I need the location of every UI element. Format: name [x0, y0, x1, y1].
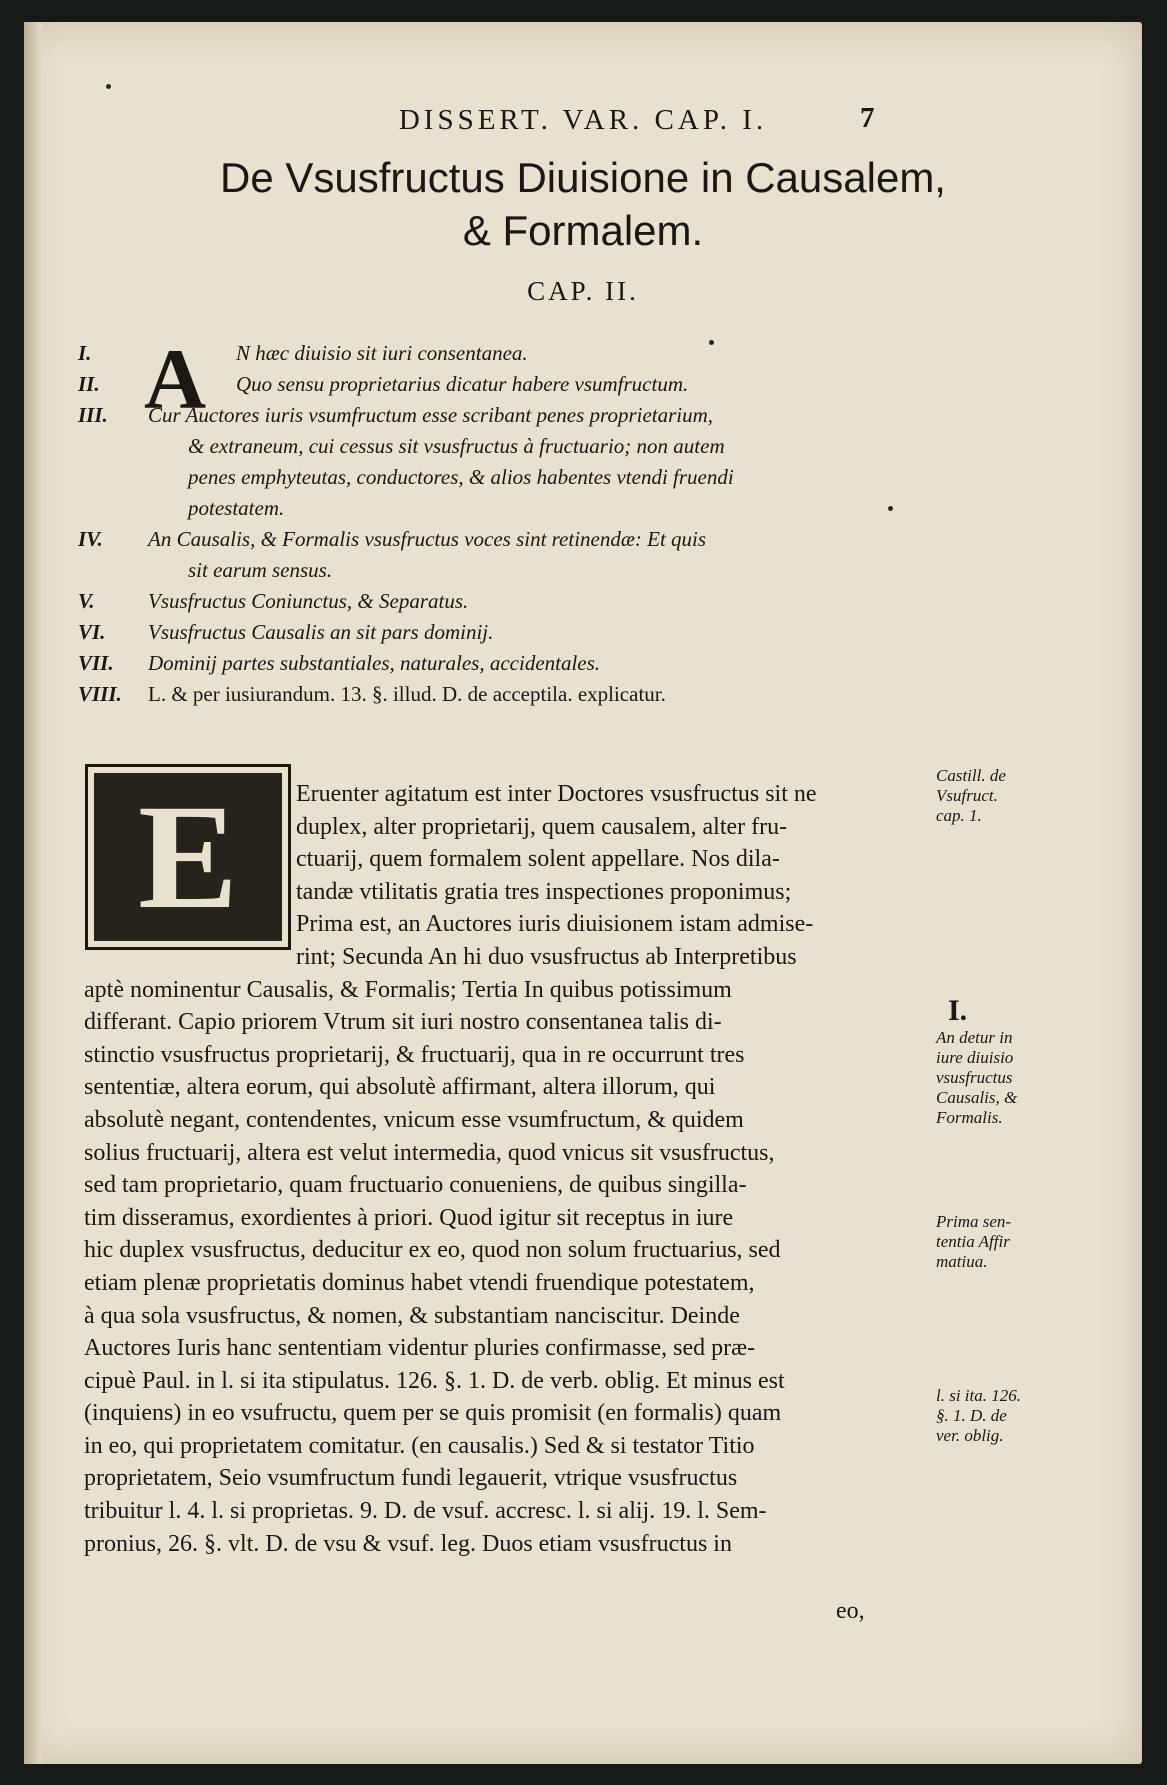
margin-note-line: vsusfructus [936, 1068, 1013, 1087]
margin-note-line: l. si ita. 126. [936, 1386, 1022, 1405]
margin-note-line: Formalis. [936, 1108, 1003, 1127]
margin-note-line: §. 1. D. de [936, 1406, 1007, 1425]
body-text [84, 774, 936, 1560]
margin-note-line: matiua. [936, 1252, 988, 1271]
body-line: ctuarij, quem formalem solent appellare. Nos dila- [296, 846, 780, 873]
body-line: proprietatem, Seio vsumfructum fundi legauerit, vtrique vsusfructus [84, 1465, 738, 1492]
summary-continuation: sit earum sensus. [188, 558, 333, 582]
margin-note [936, 1028, 1056, 1128]
summary-item [78, 586, 938, 617]
summary-number: I. [78, 341, 92, 365]
margin-note [936, 766, 1056, 826]
summary-number: VII. [78, 651, 114, 675]
body-line: Prima est, an Auctores iuris diuisionem istam admise- [296, 911, 814, 938]
body-line: absolutè negant, contendentes, vnicum esse vsumfructum, & quidem [84, 1106, 744, 1133]
body-line: aptè nominentur Causalis, & Formalis; Tertia In quibus potissimum [84, 976, 732, 1003]
chapter-summary [78, 338, 938, 710]
body-line: differant. Capio priorem Vtrum sit iuri nostro consentanea talis di- [84, 1009, 722, 1036]
body-line: cipuè Paul. in l. si ita stipulatus. 126. §. 1. D. de verb. oblig. Et minus est [84, 1367, 785, 1394]
body-line: (inquiens) in eo vsufructu, quem per se quis promisit (en formalis) quam [84, 1400, 782, 1427]
book-page [24, 22, 1142, 1764]
body-line: duplex, alter proprietarij, quem causalem, alter fru- [296, 813, 788, 840]
margin-note-line: Vsufruct. [936, 786, 998, 805]
margin-note-line: cap. 1. [936, 806, 982, 825]
body-line: rint; Secunda An hi duo vsusfructus ab Interpretibus [296, 943, 797, 970]
ink-speck [709, 340, 714, 345]
summary-number: V. [78, 589, 95, 613]
summary-continuation: potestatem. [188, 496, 285, 520]
body-line: Eruenter agitatum est inter Doctores vsusfructus sit ne [296, 781, 817, 807]
body-line: stinctio vsusfructus proprietarij, & fructuarij, qua in re occurrunt tres [84, 1041, 745, 1068]
summary-continuation: & extraneum, cui cessus sit vsusfructus à fructuario; non autem [188, 434, 725, 458]
margin-section-number: I. [948, 994, 968, 1027]
summary-item [78, 400, 938, 431]
body-line: solius fructuarij, altera est velut intermedia, quod vnicus sit vsusfructus, [84, 1139, 775, 1166]
summary-text: L. & per iusiurandum. 13. §. illud. D. de acceptila. explicatur. [148, 682, 666, 706]
margin-note-line: ver. oblig. [936, 1426, 1004, 1445]
summary-item [78, 648, 938, 679]
margin-note-line: An detur in [936, 1028, 1013, 1047]
drop-cap-letter: E [137, 774, 239, 940]
body-line: tandæ vtilitatis gratia tres inspectiones proponimus; [296, 878, 792, 905]
body-line: sententiæ, altera eorum, qui absolutè affirmant, altera illorum, qui [84, 1074, 716, 1101]
body-line: etiam plenæ proprietatis dominus habet vtendi fruendique potestatem, [84, 1269, 755, 1296]
page-number: 7 [860, 102, 875, 134]
margin-note [936, 1212, 1056, 1272]
margin-note-line: Prima sen- [936, 1212, 1012, 1231]
margin-note-line: Causalis, & [936, 1088, 1018, 1107]
summary-item [78, 338, 938, 369]
body-line: à qua sola vsusfructus, & nomen, & substantiam nanciscitur. Deinde [84, 1302, 740, 1329]
margin-note-line: iure diuisio [936, 1048, 1014, 1067]
summary-number: II. [78, 372, 100, 396]
summary-text: N hæc diuisio sit iuri consentanea. [236, 341, 528, 365]
summary-item [78, 617, 938, 648]
catchword: eo, [836, 1598, 865, 1624]
summary-item [78, 679, 938, 710]
initial-letter: A [144, 331, 207, 427]
body-line: in eo, qui proprietatem comitatur. (en causalis.) Sed & si testator Titio [84, 1432, 755, 1459]
margin-note-line: tentia Affir [936, 1232, 1010, 1251]
ink-speck [106, 84, 111, 89]
ink-speck [888, 506, 893, 511]
summary-text: Vsusfructus Coniunctus, & Separatus. [148, 589, 469, 613]
summary-number: III. [78, 403, 108, 427]
chapter-heading: CAP. II. [527, 276, 639, 306]
margin-note [936, 1386, 1056, 1446]
summary-text: Quo sensu proprietarius dicatur habere vsumfructum. [236, 372, 689, 396]
running-head: DISSERT. VAR. CAP. I. [398, 104, 768, 136]
summary-text: Cur Auctores iuris vsumfructum esse scribant penes proprietarium, [148, 403, 714, 427]
body-line: tim disseramus, exordientes à priori. Quod igitur sit receptus in iure [84, 1204, 734, 1231]
summary-number: VI. [78, 620, 106, 644]
body-line: sed tam proprietario, quam fructuario conueniens, de quibus singilla- [84, 1172, 747, 1199]
body-line: tribuitur l. 4. l. si proprietas. 9. D. de vsuf. accresc. l. si alij. 19. l. Sem- [84, 1498, 767, 1525]
body-line: Auctores Iuris hanc sententiam videntur pluries confirmasse, sed præ- [84, 1335, 756, 1362]
summary-text: Vsusfructus Causalis an sit pars dominij. [148, 620, 494, 644]
summary-text: Dominij partes substantiales, naturales, accidentales. [148, 651, 601, 675]
summary-number: VIII. [78, 682, 122, 706]
body-line: hic duplex vsusfructus, deducitur ex eo, quod non solum fructuarius, sed [84, 1237, 781, 1264]
summary-text: An Causalis, & Formalis vsusfructus voces sint retinendæ: Et quis [148, 527, 707, 551]
summary-item [78, 524, 938, 555]
chapter-title-line-1: De Vsusfructus Diuisione in Causalem, [220, 154, 946, 201]
summary-item [78, 369, 938, 400]
summary-continuation: penes emphyteutas, conductores, & alios habentes vtendi fruendi [188, 465, 734, 489]
body-line: pronius, 26. §. vlt. D. de vsu & vsuf. leg. Duos etiam vsusfructus in [84, 1530, 732, 1557]
summary-number: IV. [78, 527, 103, 551]
chapter-title-line-2: & Formalem. [462, 207, 704, 254]
margin-note-line: Castill. de [936, 766, 1006, 785]
